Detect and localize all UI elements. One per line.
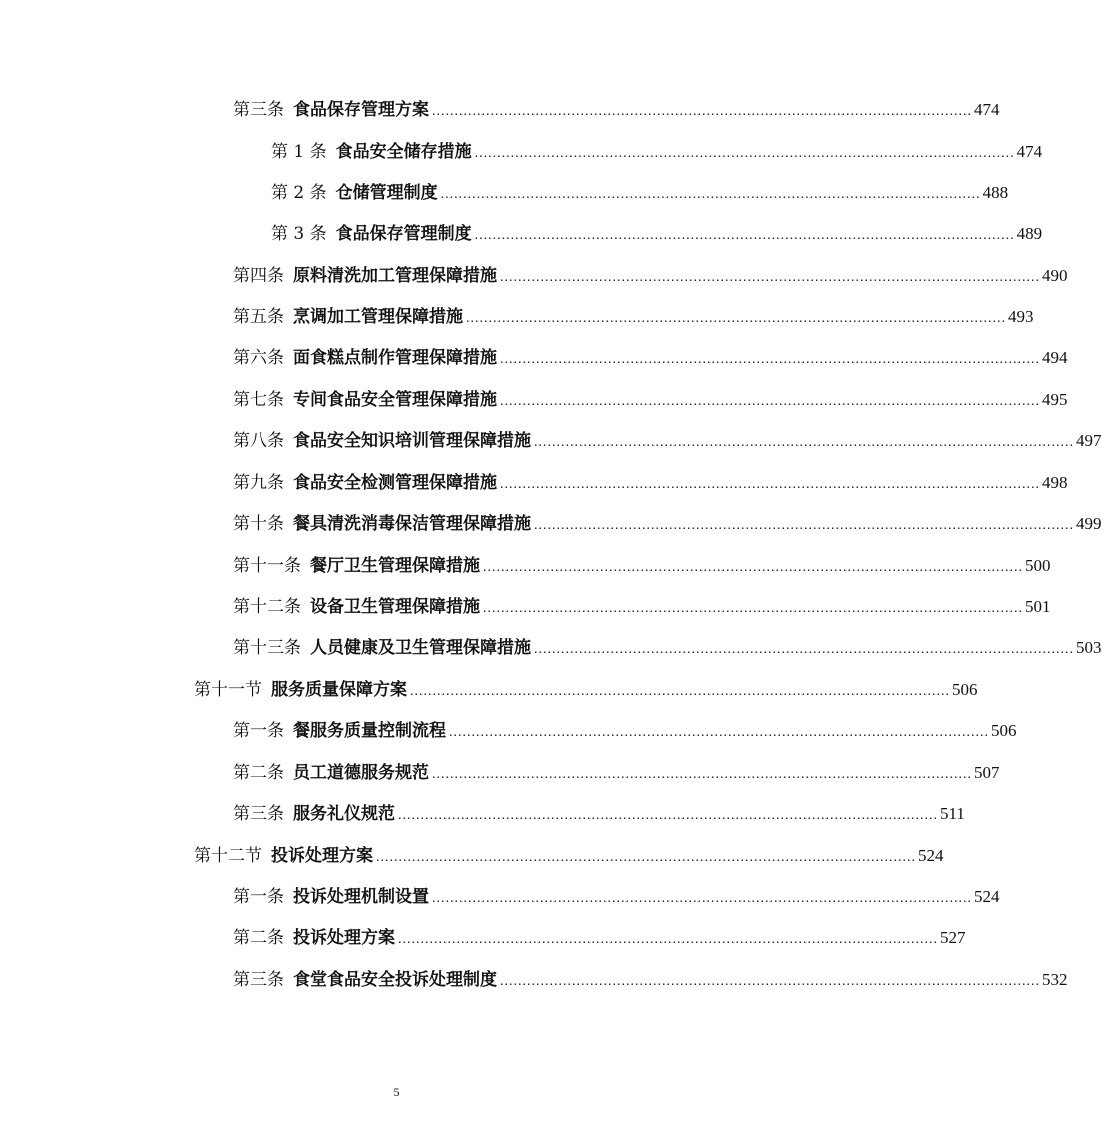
toc-entry-number: 第三条 [233, 804, 284, 824]
toc-dot-leader: ........................................................................................................................ [534, 642, 1074, 657]
toc-dot-leader: ........................................................................................................................ [432, 104, 972, 119]
toc-entry-title: 设备卫生管理保障措施 [310, 597, 480, 617]
toc-entry-number: 第九条 [233, 473, 284, 493]
toc-entry-page: 501 [1025, 597, 1051, 616]
toc-dot-leader: ........................................................................................................................ [466, 311, 1006, 326]
toc-entry-number: 第十二条 [233, 597, 301, 617]
toc-entry-number: 第四条 [233, 266, 284, 286]
toc-entry-page: 489 [1016, 224, 1043, 243]
toc-entry-number: 第七条 [233, 390, 284, 410]
toc-entry-number: 第十一节 [194, 680, 262, 700]
toc-dot-leader: ........................................................................................................................ [534, 518, 1074, 533]
toc-entry-title: 员工道德服务规范 [293, 763, 429, 783]
toc-entry[interactable] [194, 678, 978, 702]
toc-entry[interactable] [233, 388, 1068, 412]
toc-dot-leader: ........................................................................................................................ [398, 808, 938, 823]
toc-entry-page: 527 [940, 928, 966, 947]
toc-dot-leader: ........................................................................................................................ [432, 891, 972, 906]
toc-dot-leader: ........................................................................................................................ [483, 601, 1023, 616]
toc-entry[interactable] [233, 305, 1034, 329]
toc-dot-leader: ........................................................................................................................ [474, 146, 1015, 161]
toc-entry-page: 524 [974, 887, 1000, 906]
toc-entry-number: 第一条 [233, 887, 284, 907]
toc-entry-number: 第 2 条 [271, 183, 327, 203]
toc-entry[interactable] [233, 98, 1000, 122]
toc-entry[interactable] [271, 181, 1009, 205]
toc-entry-title: 面食糕点制作管理保障措施 [293, 348, 497, 368]
toc-entry-title: 食品安全储存措施 [335, 142, 472, 162]
toc-dot-leader: ........................................................................................................................ [440, 187, 981, 202]
toc-entry-page: 500 [1025, 556, 1051, 575]
toc-entry-page: 494 [1042, 348, 1068, 367]
toc-entry-title: 人员健康及卫生管理保障措施 [310, 638, 531, 658]
toc-entry-title: 餐厅卫生管理保障措施 [310, 556, 480, 576]
toc-entry-page: 506 [991, 721, 1017, 740]
toc-entry[interactable] [233, 264, 1068, 288]
toc-entry-number: 第十二节 [194, 846, 262, 866]
toc-entry[interactable] [233, 802, 965, 826]
toc-entry-title: 仓储管理制度 [335, 183, 438, 203]
toc-entry-number: 第三条 [233, 970, 284, 990]
toc-entry-title: 食堂食品安全投诉处理制度 [293, 970, 497, 990]
toc-entry[interactable] [271, 140, 1043, 164]
toc-entry[interactable] [233, 968, 1068, 992]
toc-entry[interactable] [233, 471, 1068, 495]
toc-entry[interactable] [233, 636, 1102, 660]
toc-dot-leader: ........................................................................................................................ [500, 352, 1040, 367]
toc-entry-number: 第 1 条 [271, 142, 327, 162]
toc-entry-page: 474 [1016, 142, 1043, 161]
toc-entry[interactable] [233, 512, 1102, 536]
toc-dot-leader: ........................................................................................................................ [432, 767, 972, 782]
toc-dot-leader: ........................................................................................................................ [376, 850, 916, 865]
toc-entry-page: 507 [974, 763, 1000, 782]
toc-entry-page: 532 [1042, 970, 1068, 989]
toc-entry-page: 506 [952, 680, 978, 699]
toc-dot-leader: ........................................................................................................................ [449, 725, 989, 740]
toc-entry[interactable] [271, 222, 1043, 246]
toc-entry-page: 503 [1076, 638, 1102, 657]
toc-dot-leader: ........................................................................................................................ [483, 560, 1023, 575]
toc-entry-title: 烹调加工管理保障措施 [293, 307, 463, 327]
toc-entry-title: 专间食品安全管理保障措施 [293, 390, 497, 410]
toc-entry-title: 餐服务质量控制流程 [293, 721, 446, 741]
toc-dot-leader: ........................................................................................................................ [534, 435, 1074, 450]
toc-entry-title: 食品保存管理方案 [293, 100, 429, 120]
toc-entry-title: 投诉处理方案 [293, 928, 395, 948]
toc-entry-page: 495 [1042, 390, 1068, 409]
toc-dot-leader: ........................................................................................................................ [474, 228, 1015, 243]
toc-dot-leader: ........................................................................................................................ [398, 932, 938, 947]
toc-entry-title: 餐具清洗消毒保洁管理保障措施 [293, 514, 531, 534]
toc-entry-number: 第二条 [233, 763, 284, 783]
toc-entry-title: 投诉处理机制设置 [293, 887, 429, 907]
toc-dot-leader: ........................................................................................................................ [500, 394, 1040, 409]
toc-dot-leader: ........................................................................................................................ [500, 477, 1040, 492]
toc-entry[interactable] [233, 926, 966, 950]
toc-entry-number: 第 3 条 [271, 224, 327, 244]
toc-entry-number: 第十一条 [233, 556, 301, 576]
toc-entry-page: 511 [940, 804, 965, 823]
page-number: 5 [393, 1085, 400, 1099]
toc-entry-page: 499 [1076, 514, 1102, 533]
toc-entry-title: 投诉处理方案 [271, 846, 373, 866]
toc-entry-page: 493 [1008, 307, 1034, 326]
toc-entry-number: 第五条 [233, 307, 284, 327]
toc-entry-number: 第六条 [233, 348, 284, 368]
toc-entry[interactable] [233, 429, 1102, 453]
toc-entry-title: 原料清洗加工管理保障措施 [293, 266, 497, 286]
toc-entry[interactable] [233, 595, 1051, 619]
toc-entry-page: 490 [1042, 266, 1068, 285]
toc-entry[interactable] [194, 844, 944, 868]
toc-entry-title: 服务礼仪规范 [293, 804, 395, 824]
toc-dot-leader: ........................................................................................................................ [500, 270, 1040, 285]
toc-entry-number: 第一条 [233, 721, 284, 741]
toc-entry-page: 488 [982, 183, 1009, 202]
toc-entry[interactable] [233, 719, 1017, 743]
toc-entry-page: 474 [974, 100, 1000, 119]
toc-entry-number: 第八条 [233, 431, 284, 451]
toc-entry[interactable] [233, 346, 1068, 370]
toc-entry-title: 食品安全检测管理保障措施 [293, 473, 497, 493]
toc-entry-title: 服务质量保障方案 [271, 680, 407, 700]
toc-entry-title: 食品安全知识培训管理保障措施 [293, 431, 531, 451]
toc-entry-number: 第三条 [233, 100, 284, 120]
toc-entry-page: 524 [918, 846, 944, 865]
toc-entry-page: 497 [1076, 431, 1102, 450]
toc-entry-title: 食品保存管理制度 [335, 224, 472, 244]
toc-entry-number: 第十条 [233, 514, 284, 534]
toc-entry-number: 第二条 [233, 928, 284, 948]
toc-dot-leader: ........................................................................................................................ [410, 684, 950, 699]
toc-dot-leader: ........................................................................................................................ [500, 974, 1040, 989]
toc-entry[interactable] [233, 885, 1000, 909]
toc-entry[interactable] [233, 554, 1051, 578]
toc-entry-page: 498 [1042, 473, 1068, 492]
toc-entry[interactable] [233, 761, 1000, 785]
toc-entry-number: 第十三条 [233, 638, 301, 658]
